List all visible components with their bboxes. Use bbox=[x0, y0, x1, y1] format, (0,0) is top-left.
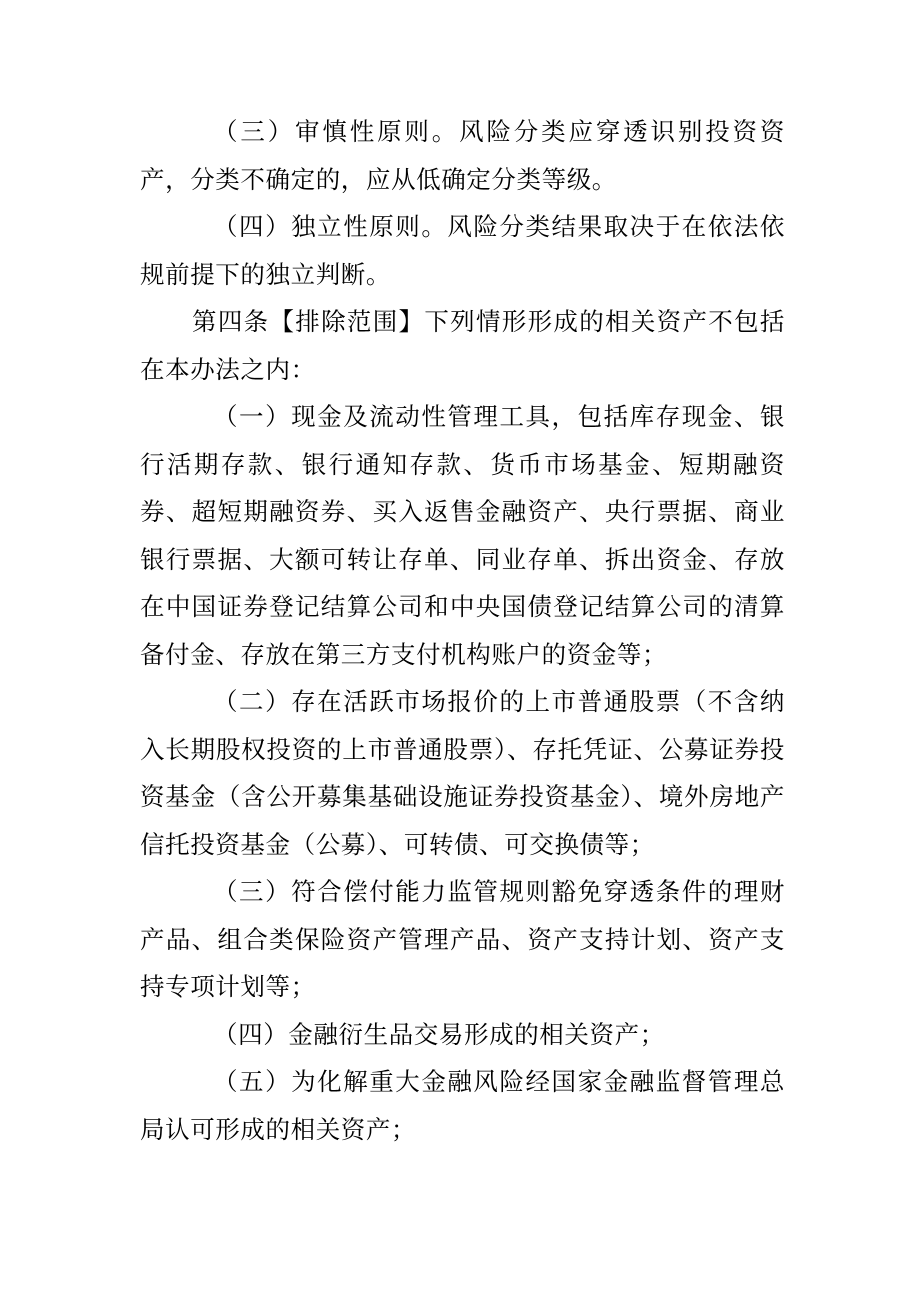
paragraph-item-risk-resolution: （五）为化解重大金融风险经国家金融监督管理总局认可形成的相关资产； bbox=[140, 1067, 785, 1144]
paragraph-item-cash-liquidity: （一）现金及流动性管理工具，包括库存现金、银行活期存款、银行通知存款、货币市场基金、短期融资券、超短期融资券、买入返售金融资产、央行票据、商业银行票据、大额可转让存单、同业存单、拆出资金、存放在中国证券登记结算公司和中央国债登记结算公司的清算备付金、存放在第三方支付机构账户的资金等； bbox=[140, 402, 785, 669]
paragraph-item-derivatives: （四）金融衍生品交易形成的相关资产； bbox=[213, 1019, 665, 1049]
paragraph-item-exempt-products: （三）符合偿付能力监管规则豁免穿透条件的理财产品、组合类保险资产管理产品、资产支持计划、资产支持专项计划等； bbox=[140, 877, 785, 1001]
document-page bbox=[140, 108, 785, 1153]
paragraph-prudence-principle: （三）审慎性原则。风险分类应穿透识别投资资产，分类不确定的，应从低确定分类等级。 bbox=[140, 117, 785, 194]
paragraph-article-four: 第四条【排除范围】下列情形形成的相关资产不包括在本办法之内： bbox=[140, 307, 785, 384]
paragraph-independence-principle: （四）独立性原则。风险分类结果取决于在依法依规前提下的独立判断。 bbox=[140, 212, 785, 289]
paragraph-item-listed-stocks: （二）存在活跃市场报价的上市普通股票（不含纳入长期股权投资的上市普通股票）、存托凭证、公募证券投资基金（含公开募集基础设施证券投资基金）、境外房地产信托投资基金（公募）、可转债、可交换债等； bbox=[140, 687, 785, 859]
